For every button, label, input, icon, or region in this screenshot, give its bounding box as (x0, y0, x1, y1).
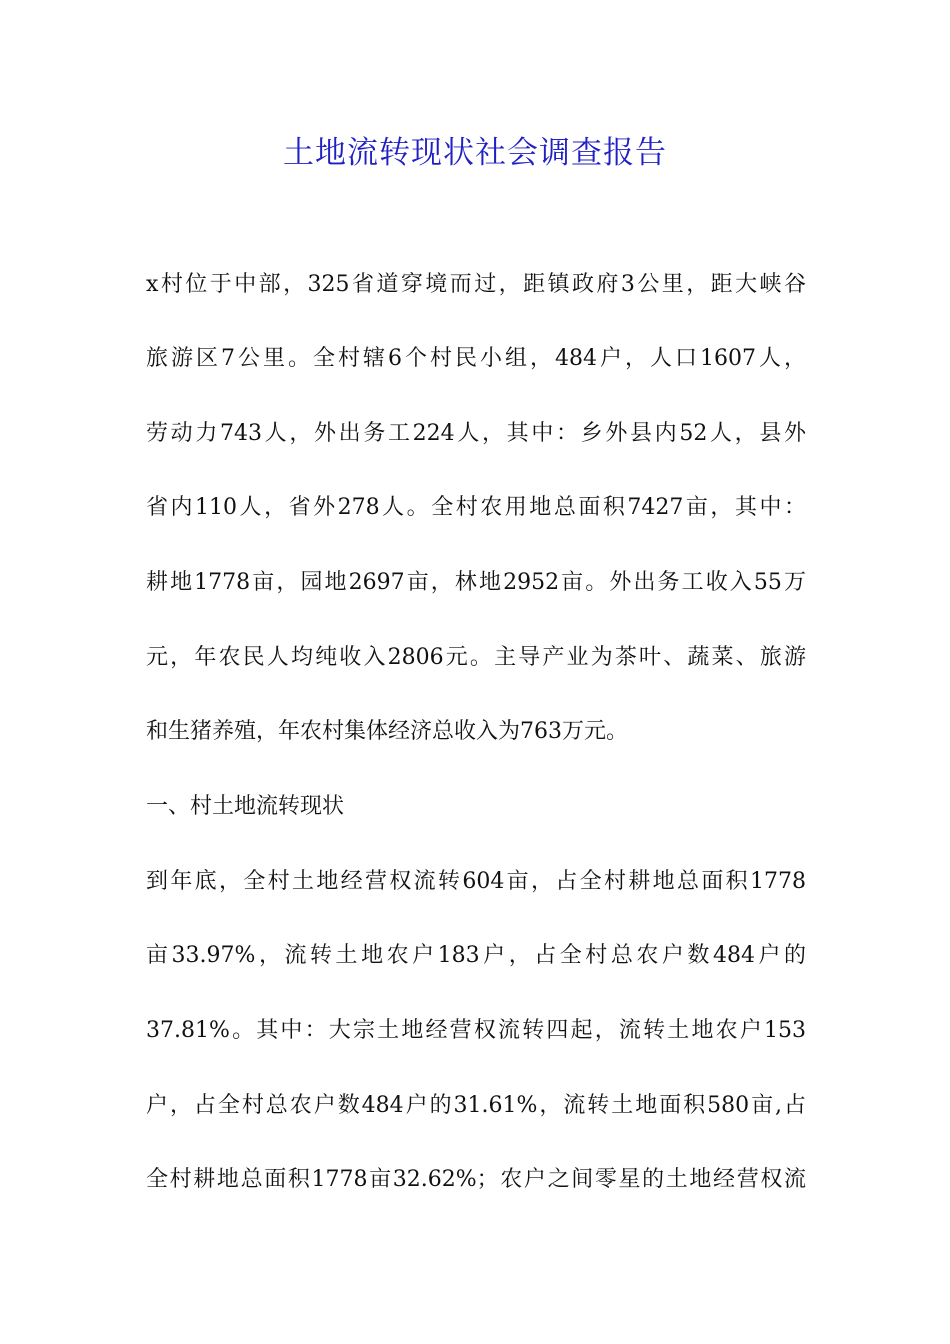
paragraph-line: x村位于中部，325省道穿境而过，距镇政府3公里，距大峡谷 (146, 272, 806, 297)
paragraph-line: 到年底，全村土地经营权流转604亩，占全村耕地总面积1778 (146, 869, 806, 894)
document-title: 土地流转现状社会调查报告 (283, 135, 667, 171)
paragraph-line: 劳动力743人，外出务工224人，其中：乡外县内52人，县外 (146, 421, 806, 446)
paragraph-line: 省内110人，省外278人。全村农用地总面积7427亩，其中： (146, 495, 806, 520)
paragraph-line: 耕地1778亩，园地2697亩，林地2952亩。外出务工收入55万 (146, 570, 806, 595)
section-heading: 一、村土地流转现状 (146, 794, 345, 819)
paragraph-line: 全村耕地总面积1778亩32.62%；农户之间零星的土地经营权流 (146, 1167, 806, 1192)
paragraph-line: 旅游区7公里。全村辖6个村民小组，484户，人口1607人， (146, 346, 806, 371)
paragraph-line: 亩33.97%，流转土地农户183户，占全村总农户数484户的 (146, 943, 806, 968)
paragraph-line: 37.81%。其中：大宗土地经营权流转四起，流转土地农户153 (146, 1018, 806, 1043)
paragraph-line: 户，占全村总农户数484户的31.61%，流转土地面积580亩,占 (146, 1093, 806, 1118)
paragraph-line: 和生猪养殖，年农村集体经济总收入为763万元。 (146, 719, 628, 744)
paragraph-line: 元，年农民人均纯收入2806元。主导产业为茶叶、蔬菜、旅游 (146, 645, 806, 670)
